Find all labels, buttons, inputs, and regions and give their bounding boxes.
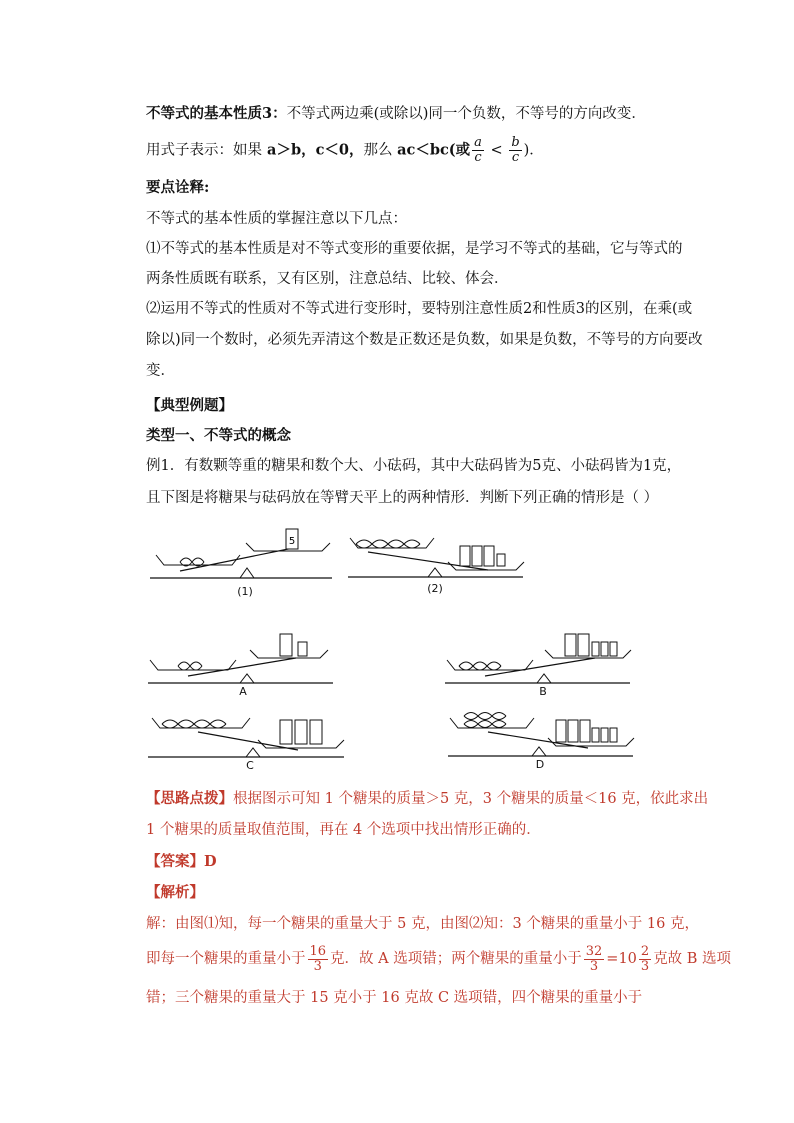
hint-line-2: 1 个糖果的质量取值范围，再在 4 个选项中找出情形正确的． (146, 822, 541, 838)
balance-1-drawing (150, 525, 340, 585)
balance-figure-2 (348, 532, 528, 595)
point-2-line-2: 除以)同一个数时，必须先弄清这个数是正数还是负数，如果是负数，不等号的方向要改 (146, 332, 703, 348)
property-3-text: 不等式两边乘(或除以)同一个负数，不等号的方向改变． (286, 106, 646, 122)
formula-prefix: 用式子表示：如果 (146, 142, 262, 159)
option-d-caption: D (535, 758, 545, 771)
examples-heading: 【典型例题】 (146, 397, 233, 414)
balance-option-a (148, 628, 338, 698)
figure-2-caption: (2) (427, 582, 443, 595)
answer-line (146, 851, 217, 873)
option-c-caption: C (246, 759, 254, 772)
balance-option-b (445, 628, 635, 698)
balance-d-drawing (448, 708, 638, 763)
fraction-b-over-c: $\frac{b}{c}$ (511, 135, 520, 165)
formula-lt: < (485, 142, 508, 159)
solution-line-1: 解：由图⑴知，每一个糖果的重量大于 5 克，由图⑵知：3 个糖果的重量小于 16 克， (146, 916, 699, 932)
point-1-line-1: ⑴不等式的基本性质是对不等式变形的重要依据，是学习不等式的基础，它与等式的 (146, 241, 683, 257)
example-1-line-1: 例1．有数颗等重的糖果和数个大、小砝码，其中大砝码皆为5克、小砝码皆为1克， (146, 458, 682, 474)
formula-line (146, 136, 544, 165)
balance-c-drawing (148, 712, 348, 762)
balance-2-drawing (348, 532, 528, 582)
formula-result: ac＜bc(或 (397, 141, 471, 159)
type-1-heading: 类型一、不等式的概念 (146, 427, 291, 444)
point-2-line-3: 变． (146, 363, 175, 379)
fraction-32-3: $\frac{32}{3}$ (585, 943, 603, 974)
balance-a-drawing (148, 628, 338, 688)
key-points-heading: 要点诠释: (146, 179, 210, 196)
option-b-caption: B (539, 685, 547, 698)
fraction-2-3: $\frac{2}{3}$ (640, 943, 650, 974)
solution-line-2: 即每一个糖果的重量小于 $\frac{16}{3}$ 克．故 A 选项错；两个糖果的重量小于 $\frac{32}{3}$ =10 $\frac{2}{3}$ 克故 B 选项 (146, 943, 732, 974)
solution-line-3: 错；三个糖果的重量大于 15 克小于 16 克故 C 选项错，四个糖果的重量小于 (146, 990, 643, 1006)
weight-5-label: 5 (288, 536, 296, 547)
key-points-intro: 不等式的基本性质的掌握注意以下几点： (146, 211, 407, 227)
balance-option-c (148, 712, 348, 772)
hint-line-1 (146, 788, 708, 810)
point-2-line-1: ⑵运用不等式的性质对不等式进行变形时，要特别注意性质2和性质3的区别，在乘(或 (146, 301, 693, 317)
formula-mid: 那么 (363, 142, 398, 159)
answer-value: D (204, 853, 217, 870)
hint-label: 【思路点拨】 (146, 790, 233, 807)
balance-b-drawing (445, 628, 635, 688)
option-a-caption: A (239, 685, 247, 698)
balance-figure-1 (150, 525, 340, 598)
hint-text-1: 根据图示可知 1 个糖果的质量＞5 克，3 个糖果的质量＜16 克，依此求出 (233, 791, 709, 807)
example-1-line-2: 且下图是将糖果与砝码放在等臂天平上的两种情形．判断下列正确的情形是（ ） (146, 490, 659, 506)
point-1-line-2: 两条性质既有联系，又有区别，注意总结、比较、体会． (146, 271, 509, 287)
answer-label: 【答案】 (146, 853, 204, 870)
formula-end: )． (523, 142, 544, 159)
fraction-a-over-c: $\frac{a}{c}$ (474, 135, 482, 165)
balance-option-d (448, 708, 638, 771)
fraction-16-3: $\frac{16}{3}$ (309, 943, 327, 974)
property-3-line (146, 103, 646, 125)
figure-1-caption: (1) (237, 585, 253, 598)
formula-condition: a＞b，c＜0， (262, 141, 364, 159)
analysis-label: 【解析】 (146, 884, 204, 901)
property-3-label: 不等式的基本性质3： (146, 105, 287, 122)
